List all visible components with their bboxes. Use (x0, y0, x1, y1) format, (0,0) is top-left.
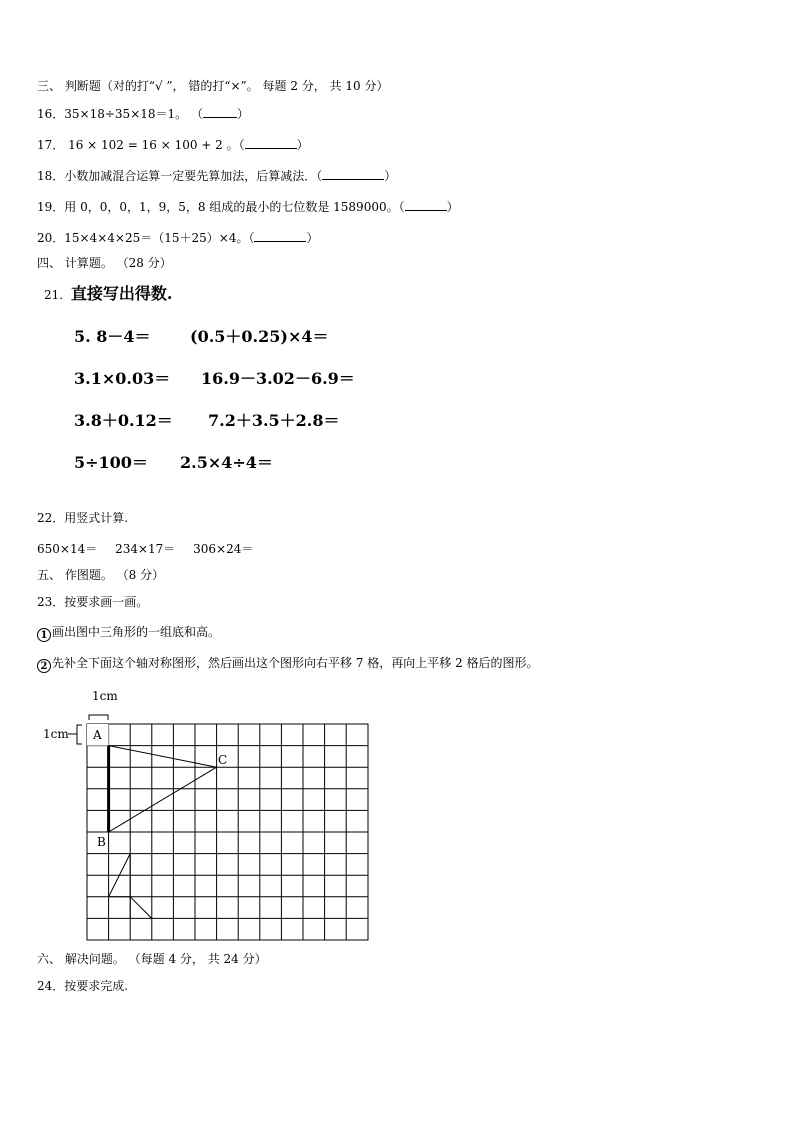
vertical-calc-item: 306×24＝ (193, 542, 254, 556)
question-23-sub1-text: 画出图中三角形的一组底和高。 (52, 625, 221, 639)
top-scale-label: 1cm (92, 689, 118, 703)
vertex-c-label: C (218, 753, 228, 767)
circled-number-1: 1 (37, 628, 51, 642)
question-16 (37, 105, 249, 122)
question-22-items (37, 541, 253, 557)
left-scale-bracket (77, 725, 82, 744)
question-23-sub1 (37, 624, 220, 642)
mental-calc-item: 3.1×0.03＝ (74, 369, 171, 388)
question-20 (37, 229, 319, 246)
question-19-text: 19．用 0，0，0，1，9，5，8 组成的最小的七位数是 1589000。（ (37, 200, 405, 214)
answer-blank-17[interactable] (245, 136, 297, 149)
question-18 (37, 167, 396, 184)
question-17-text: 17． 16 × 102 = 16 × 100 + 2 。（ (37, 138, 245, 152)
question-18-text: 18．小数加减混合运算一定要先算加法，后算减法．（ (37, 169, 323, 183)
question-18-close: ） (384, 169, 397, 183)
section-3-heading: 三、 判断题（对的打“√ ”， 错的打“×”。 每题 2 分， 共 10 分） (37, 79, 389, 93)
question-17-close: ） (296, 138, 309, 152)
partial-symmetric-figure (109, 854, 152, 919)
top-scale-bracket (89, 715, 108, 720)
mental-calc-item: 7.2＋3.5＋2.8＝ (208, 411, 340, 430)
question-21-heading (44, 284, 173, 304)
mental-calc-item: 3.8＋0.12＝ (74, 411, 173, 430)
question-16-text: 16．35×18÷35×18＝1。 （ (37, 107, 203, 121)
answer-blank-16[interactable] (203, 105, 237, 118)
answer-blank-20[interactable] (254, 229, 306, 242)
question-20-close: ） (306, 231, 319, 245)
left-scale-label: 1cm (43, 727, 69, 741)
question-23-sub2-text: 先补全下面这个轴对称图形，然后画出这个图形向右平移 7 格，再向上平移 2 格后的图形。 (52, 656, 539, 670)
question-21-title: 直接写出得数. (70, 284, 173, 303)
question-19 (37, 198, 459, 215)
question-24-title: 24．按要求完成. (37, 979, 129, 993)
section-4-heading: 四、 计算题。 （28 分） (37, 256, 172, 270)
question-19-close: ） (446, 200, 459, 214)
mental-calc-item: 5. 8－4＝ (74, 327, 151, 346)
question-17 (37, 136, 309, 153)
section-6-heading: 六、 解决问题。 （每题 4 分， 共 24 分） (37, 952, 267, 966)
question-23-title: 23．按要求画一画。 (37, 595, 149, 609)
grid-lines (87, 724, 368, 940)
mental-calc-item: (0.5＋0.25)×4＝ (190, 327, 329, 346)
question-23-sub2 (37, 655, 539, 673)
vertical-calc-item: 234×17＝ (115, 542, 176, 556)
grid-figure (30, 680, 390, 948)
answer-blank-18[interactable] (322, 167, 384, 180)
vertex-a-label: A (93, 728, 102, 742)
vertical-calc-item: 650×14＝ (37, 542, 98, 556)
question-21-number: 21. (44, 288, 64, 302)
question-20-text: 20．15×4×4×25＝（15＋25）×4。（ (37, 231, 255, 245)
circled-number-2: 2 (37, 659, 51, 673)
answer-blank-19[interactable] (405, 198, 447, 211)
mental-calc-item: 2.5×4÷4＝ (180, 453, 273, 472)
mental-calc-item: 5÷100＝ (74, 453, 148, 472)
question-16-close: ） (236, 107, 249, 121)
section-5-heading: 五、 作图题。 （8 分） (37, 568, 165, 582)
mental-calc-item: 16.9－3.02－6.9＝ (201, 369, 355, 388)
vertex-b-label: B (97, 835, 106, 849)
question-22-title: 22．用竖式计算. (37, 511, 129, 525)
